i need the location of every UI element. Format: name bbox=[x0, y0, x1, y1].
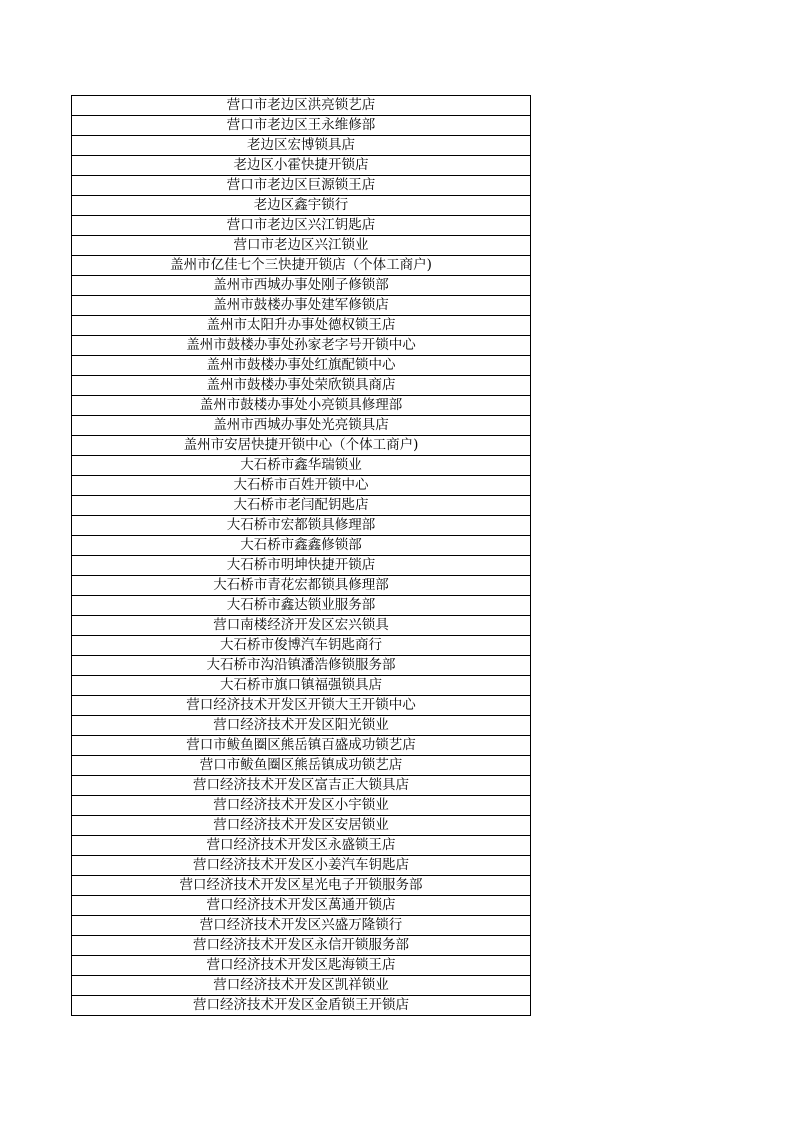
table-row bbox=[72, 836, 531, 856]
shop-name-cell: 老边区宏博锁具店 bbox=[72, 136, 531, 156]
table-row bbox=[72, 856, 531, 876]
shop-name-cell: 营口经济技术开发区小宇锁业 bbox=[72, 796, 531, 816]
table-row bbox=[72, 956, 531, 976]
shop-name-cell: 营口经济技术开发区匙海锁王店 bbox=[72, 956, 531, 976]
table-row bbox=[72, 596, 531, 616]
shop-name-cell: 营口经济技术开发区小姜汽车钥匙店 bbox=[72, 856, 531, 876]
table-row bbox=[72, 696, 531, 716]
table-row bbox=[72, 456, 531, 476]
shop-name-cell: 盖州市西城办事处光亮锁具店 bbox=[72, 416, 531, 436]
shop-name-cell: 营口经济技术开发区兴盛万隆锁行 bbox=[72, 916, 531, 936]
shop-name-cell: 营口市鲅鱼圈区熊岳镇成功锁艺店 bbox=[72, 756, 531, 776]
shop-name-cell: 大石桥市旗口镇福强锁具店 bbox=[72, 676, 531, 696]
table-row bbox=[72, 216, 531, 236]
table-row bbox=[72, 436, 531, 456]
table-row bbox=[72, 536, 531, 556]
shop-name-cell: 大石桥市沟沿镇潘浩修锁服务部 bbox=[72, 656, 531, 676]
shop-name-cell: 大石桥市百姓开锁中心 bbox=[72, 476, 531, 496]
shop-name-cell: 营口市鲅鱼圈区熊岳镇百盛成功锁艺店 bbox=[72, 736, 531, 756]
table-row bbox=[72, 316, 531, 336]
shop-name-cell: 营口经济技术开发区星光电子开锁服务部 bbox=[72, 876, 531, 896]
shop-name-cell: 营口经济技术开发区凯祥锁业 bbox=[72, 976, 531, 996]
table-row bbox=[72, 496, 531, 516]
table-row bbox=[72, 396, 531, 416]
shop-name-cell: 营口经济技术开发区开锁大王开锁中心 bbox=[72, 696, 531, 716]
table-row bbox=[72, 916, 531, 936]
table-row bbox=[72, 616, 531, 636]
shop-name-cell: 大石桥市俊博汽车钥匙商行 bbox=[72, 636, 531, 656]
shop-name-cell: 大石桥市青花宏都锁具修理部 bbox=[72, 576, 531, 596]
table-row bbox=[72, 96, 531, 116]
shop-name-cell: 大石桥市老闫配钥匙店 bbox=[72, 496, 531, 516]
table-row bbox=[72, 996, 531, 1016]
table-row bbox=[72, 876, 531, 896]
shop-name-cell: 盖州市鼓楼办事处荣欣锁具商店 bbox=[72, 376, 531, 396]
table-row bbox=[72, 516, 531, 536]
table-row bbox=[72, 176, 531, 196]
shop-name-cell: 盖州市太阳升办事处德权锁王店 bbox=[72, 316, 531, 336]
shop-name-cell: 大石桥市鑫鑫修锁部 bbox=[72, 536, 531, 556]
shop-name-cell: 营口南楼经济开发区宏兴锁具 bbox=[72, 616, 531, 636]
shop-name-cell: 营口市老边区王永维修部 bbox=[72, 116, 531, 136]
shop-name-cell: 盖州市鼓楼办事处建军修锁店 bbox=[72, 296, 531, 316]
table-row bbox=[72, 236, 531, 256]
table-row bbox=[72, 896, 531, 916]
shop-name-cell: 老边区鑫宇锁行 bbox=[72, 196, 531, 216]
shop-name-cell: 大石桥市鑫达锁业服务部 bbox=[72, 596, 531, 616]
shop-name-cell: 营口市老边区兴江钥匙店 bbox=[72, 216, 531, 236]
shop-name-cell: 盖州市鼓楼办事处孙家老字号开锁中心 bbox=[72, 336, 531, 356]
shop-name-cell: 营口市老边区巨源锁王店 bbox=[72, 176, 531, 196]
table-row bbox=[72, 296, 531, 316]
table-row bbox=[72, 196, 531, 216]
shop-name-cell: 营口经济技术开发区永信开锁服务部 bbox=[72, 936, 531, 956]
table-row bbox=[72, 156, 531, 176]
table-row bbox=[72, 676, 531, 696]
shop-name-cell: 盖州市安居快捷开锁中心（个体工商户) bbox=[72, 436, 531, 456]
table-row bbox=[72, 576, 531, 596]
shop-name-cell: 大石桥市宏都锁具修理部 bbox=[72, 516, 531, 536]
shop-name-cell: 营口市老边区兴江锁业 bbox=[72, 236, 531, 256]
shop-name-cell: 营口经济技术开发区富吉正大锁具店 bbox=[72, 776, 531, 796]
table-row bbox=[72, 796, 531, 816]
shop-name-cell: 老边区小霍快捷开锁店 bbox=[72, 156, 531, 176]
table-row bbox=[72, 776, 531, 796]
shop-name-cell: 营口经济技术开发区金盾锁王开锁店 bbox=[72, 996, 531, 1016]
table-row bbox=[72, 556, 531, 576]
table-row bbox=[72, 136, 531, 156]
table-row bbox=[72, 656, 531, 676]
table-row bbox=[72, 816, 531, 836]
table-row bbox=[72, 276, 531, 296]
shop-name-cell: 盖州市鼓楼办事处小亮锁具修理部 bbox=[72, 396, 531, 416]
shop-list-table bbox=[71, 95, 531, 1016]
table-row bbox=[72, 636, 531, 656]
shop-name-cell: 盖州市亿佳七个三快捷开锁店（个体工商户) bbox=[72, 256, 531, 276]
shop-name-cell: 盖州市西城办事处刚子修锁部 bbox=[72, 276, 531, 296]
shop-name-cell: 盖州市鼓楼办事处红旗配锁中心 bbox=[72, 356, 531, 376]
shop-name-cell: 营口市老边区洪亮锁艺店 bbox=[72, 96, 531, 116]
table-row bbox=[72, 476, 531, 496]
shop-name-cell: 营口经济技术开发区萬通开锁店 bbox=[72, 896, 531, 916]
table-row bbox=[72, 736, 531, 756]
table-row bbox=[72, 256, 531, 276]
table-row bbox=[72, 416, 531, 436]
shop-name-cell: 大石桥市鑫华瑞锁业 bbox=[72, 456, 531, 476]
table-row bbox=[72, 376, 531, 396]
table-row bbox=[72, 936, 531, 956]
shop-name-cell: 营口经济技术开发区安居锁业 bbox=[72, 816, 531, 836]
table-row bbox=[72, 756, 531, 776]
shop-name-cell: 营口经济技术开发区阳光锁业 bbox=[72, 716, 531, 736]
table-body bbox=[72, 96, 531, 1016]
table-row bbox=[72, 716, 531, 736]
table-row bbox=[72, 116, 531, 136]
shop-name-cell: 营口经济技术开发区永盛锁王店 bbox=[72, 836, 531, 856]
table-row bbox=[72, 976, 531, 996]
shop-name-cell: 大石桥市明坤快捷开锁店 bbox=[72, 556, 531, 576]
table-row bbox=[72, 336, 531, 356]
table-row bbox=[72, 356, 531, 376]
